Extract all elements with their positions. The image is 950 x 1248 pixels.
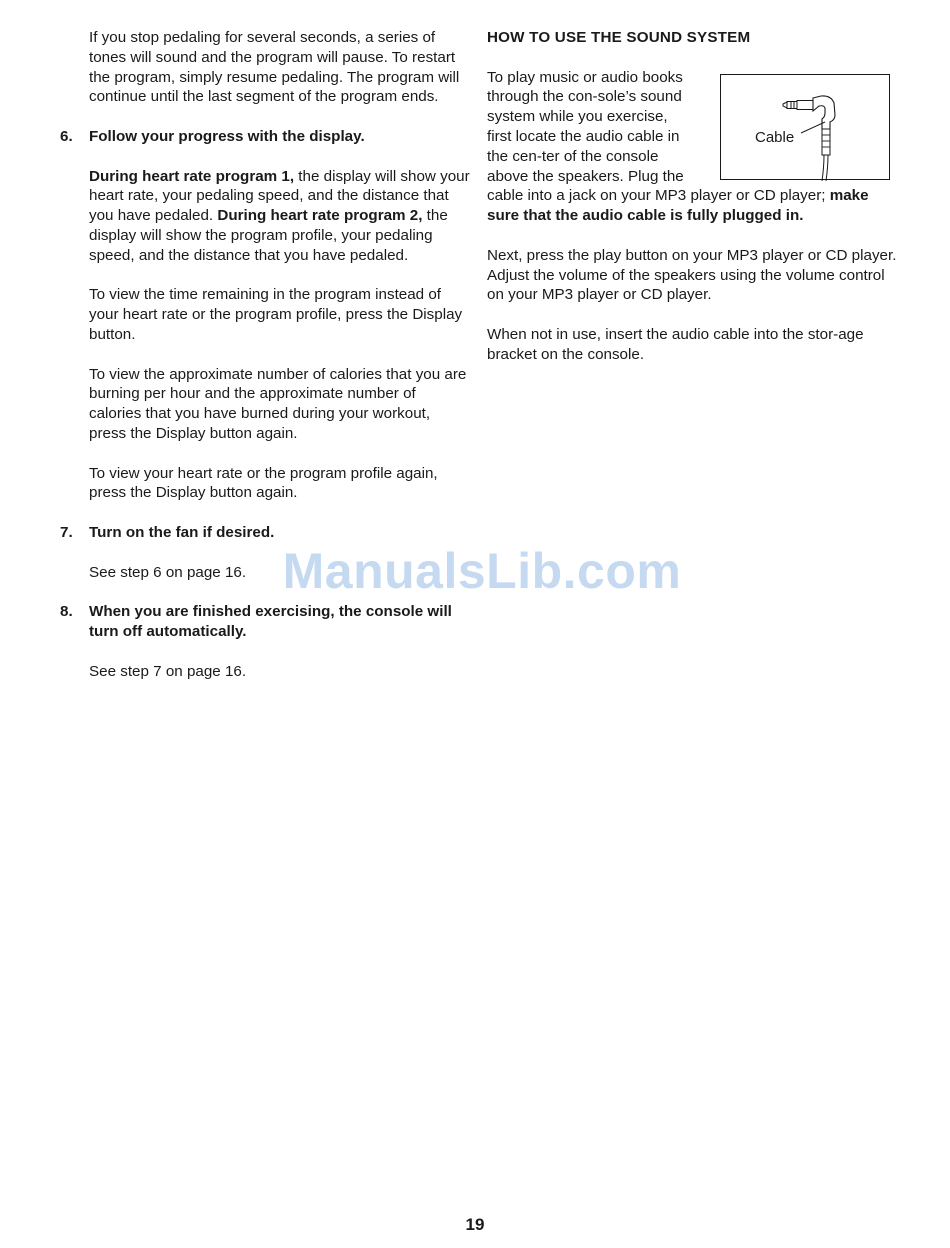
step-6-paragraph-1	[89, 167, 470, 266]
step-8-heading	[60, 602, 470, 642]
step-8-number: 8.	[60, 603, 73, 621]
audio-cable-figure	[720, 74, 890, 180]
step-7-heading	[60, 523, 470, 543]
heart-rate-program-1-label: During heart rate program 1,	[89, 167, 295, 185]
step-7-text: See step 6 on page 16.	[89, 563, 247, 581]
program-1-description: the display will show your heart rate, your pedaling speed, and the distance that you have pedaled.	[89, 167, 470, 225]
step-6-title: Follow your progress with the display.	[89, 127, 365, 145]
step-6-heading	[60, 127, 470, 147]
cable-label: Cable	[755, 129, 795, 146]
audio-cable-icon	[721, 75, 891, 181]
watermark: ManualsLib.com	[282, 543, 682, 599]
program-2-description: the display will show the program profile, your pedaling speed, and the distance that you have pedaled.	[89, 207, 448, 264]
step-7-title: Turn on the fan if desired.	[89, 523, 275, 541]
page-number: 19	[465, 1215, 485, 1234]
plug-warning: make sure that the audio cable is fully plugged in.	[487, 187, 869, 225]
step-7-number: 7.	[60, 523, 73, 541]
intro-paragraph: If you stop pedaling for several seconds, a series of tones will sound and the program will pause. To restart the program, simply resume pedaling. The program will continue until the last segment of the program ends.	[89, 29, 460, 106]
step-6-paragraph-4: To view your heart rate or the program profile again, press the Display button again.	[89, 464, 438, 502]
step-8-text: See step 7 on page 16.	[89, 662, 247, 680]
step-6-paragraph-3: To view the approximate number of calories that you are burning per hour and the approximate number of calories that you have burned during your workout, press the Display button again.	[89, 365, 467, 442]
plug-text: cable into a jack on your MP3 player or CD player;	[487, 187, 830, 205]
step-8-title: When you are finished exercising, the console will turn off automatically.	[89, 603, 452, 640]
step-6-number: 6.	[60, 127, 73, 145]
heart-rate-program-2-label: During heart rate program 2,	[217, 207, 423, 225]
sound-system-intro: To play music or audio books through the con-sole’s sound system while you exercise, first locate the audio cable in the cen-ter of the console above the speakers. Plug the	[487, 68, 684, 185]
sound-system-plug-instructions	[487, 186, 897, 226]
step-6-paragraph-2: To view the time remaining in the program instead of your heart rate or the program profile, press the Display button.	[89, 286, 463, 343]
sound-system-storage-paragraph: When not in use, insert the audio cable into the stor-age bracket on the console.	[487, 325, 864, 363]
sound-system-volume-paragraph: Next, press the play button on your MP3 player or CD player. Adjust the volume of the speakers using the volume control on your MP3 player or CD player.	[487, 246, 897, 304]
sound-system-heading: HOW TO USE THE SOUND SYSTEM	[487, 29, 751, 46]
